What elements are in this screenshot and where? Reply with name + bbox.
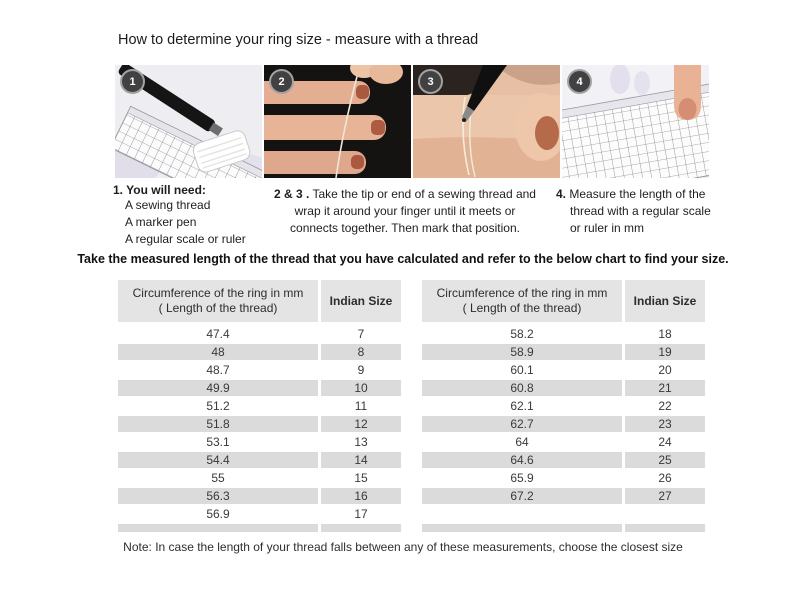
circumference-cell: 53.1 [206,435,230,449]
step-number-badge: 1 [120,69,145,94]
circumference-cell: 55 [211,471,225,485]
indian-size-cell: 7 [357,327,365,341]
indian-size-cell: 23 [625,416,705,432]
indian-size-cell: 18 [658,327,672,341]
step-1-item: A marker pen [125,215,197,229]
table-row [118,452,401,468]
circumference-cell: 64 [515,435,529,449]
table-row [422,362,705,378]
empty-row [422,506,705,524]
step-4-prefix: 4. [556,187,567,201]
table-body [118,326,401,522]
table-row [118,398,401,414]
circumference-header: Circumference of the ring in mm ( Length of the thread) [118,280,318,322]
indian-size-cell: 27 [625,488,705,504]
table-row [422,344,705,360]
step-2-3-line: wrap it around your finger until it meets or [294,204,516,218]
circumference-cell: 58.2 [510,327,534,341]
step-2-3-line: connects together. Then mark that position. [290,221,520,235]
step-1-item: A regular scale or ruler [125,232,246,246]
table-row [118,362,401,378]
table-body [422,326,705,504]
table-row [422,434,705,450]
table-row [118,326,401,342]
photo-step-3-mark-thread [413,65,560,178]
indian-size-header: Indian Size [625,280,705,322]
circumference-cell: 67.2 [422,488,622,504]
step-1-item: A sewing thread [125,198,211,212]
circumference-cell: 60.8 [422,380,622,396]
circumference-cell: 49.9 [118,380,318,396]
circumference-header: Circumference of the ring in mm ( Length of the thread) [422,280,622,322]
step-2-3-prefix: 2 & 3 . [274,187,310,201]
circumference-cell: 60.1 [510,363,534,377]
circumference-cell: 48 [118,344,318,360]
indian-size-cell: 20 [658,363,672,377]
table-row [422,452,705,468]
indian-size-cell: 14 [321,452,401,468]
page-title: How to determine your ring size - measure with a thread [118,32,479,48]
circumference-cell: 64.6 [422,452,622,468]
circumference-cell: 48.7 [206,363,230,377]
indian-size-header: Indian Size [321,280,401,322]
indian-size-cell: 12 [321,416,401,432]
indian-size-cell: 9 [357,363,365,377]
photo-step-4-measure [562,65,709,178]
size-table-left [118,280,401,532]
indian-size-cell: 8 [321,344,401,360]
table-row [422,380,705,396]
indian-size-cell: 21 [625,380,705,396]
table-header [422,280,705,322]
indian-size-cell: 11 [354,399,368,413]
table-row [422,398,705,414]
table-row [118,380,401,396]
circumference-cell: 51.8 [118,416,318,432]
circumference-cell: 62.1 [510,399,534,413]
size-tables [118,280,705,532]
table-row [422,470,705,486]
step-photo-strip [115,65,709,178]
circumference-cell: 65.9 [510,471,534,485]
indian-size-cell: 13 [354,435,368,449]
circumference-cell: 54.4 [118,452,318,468]
circumference-cell: 47.4 [206,327,230,341]
step-2-3-line: Take the tip or end of a sewing thread and [312,187,536,201]
size-table-right [422,280,705,532]
photo-step-2-wrap-thread [264,65,411,178]
table-row [118,488,401,504]
step-4-line: or ruler in mm [570,221,645,235]
note-text: Note: In case the length of your thread falls between any of these measurements, choose the closest size [123,540,683,554]
circumference-cell: 51.2 [206,399,230,413]
table-row [422,488,705,504]
partial-row [118,524,401,532]
step-2-3-text [258,186,552,237]
indian-size-cell: 16 [321,488,401,504]
indian-size-cell: 17 [354,507,368,521]
table-row [118,470,401,486]
photo-step-1-supplies [115,65,262,178]
circumference-cell: 58.9 [422,344,622,360]
step-1-text [113,183,246,248]
step-4-text [556,186,732,237]
table-row [118,416,401,432]
indian-size-cell: 10 [321,380,401,396]
table-row [422,416,705,432]
indian-size-cell: 25 [625,452,705,468]
step-number-badge: 2 [269,69,294,94]
step-number-badge: 3 [418,69,443,94]
step-4-line: thread with a regular scale [570,204,711,218]
indian-size-cell: 22 [658,399,672,413]
table-row [118,434,401,450]
step-1-heading: 1. You will need: [113,183,206,197]
finger-icon [674,65,701,120]
chart-intro-text: Take the measured length of the thread that you have calculated and refer to the below chart to find your size. [77,252,729,266]
circumference-cell: 62.7 [422,416,622,432]
indian-size-cell: 24 [658,435,672,449]
indian-size-cell: 19 [625,344,705,360]
table-row [118,344,401,360]
circumference-cell: 56.3 [118,488,318,504]
circumference-cell: 56.9 [206,507,230,521]
indian-size-cell: 26 [658,471,672,485]
step-4-line: Measure the length of the [569,187,706,201]
step-number-badge: 4 [567,69,592,94]
table-row [118,506,401,522]
indian-size-cell: 15 [354,471,368,485]
table-header [118,280,401,322]
partial-row [422,524,705,532]
table-row [422,326,705,342]
